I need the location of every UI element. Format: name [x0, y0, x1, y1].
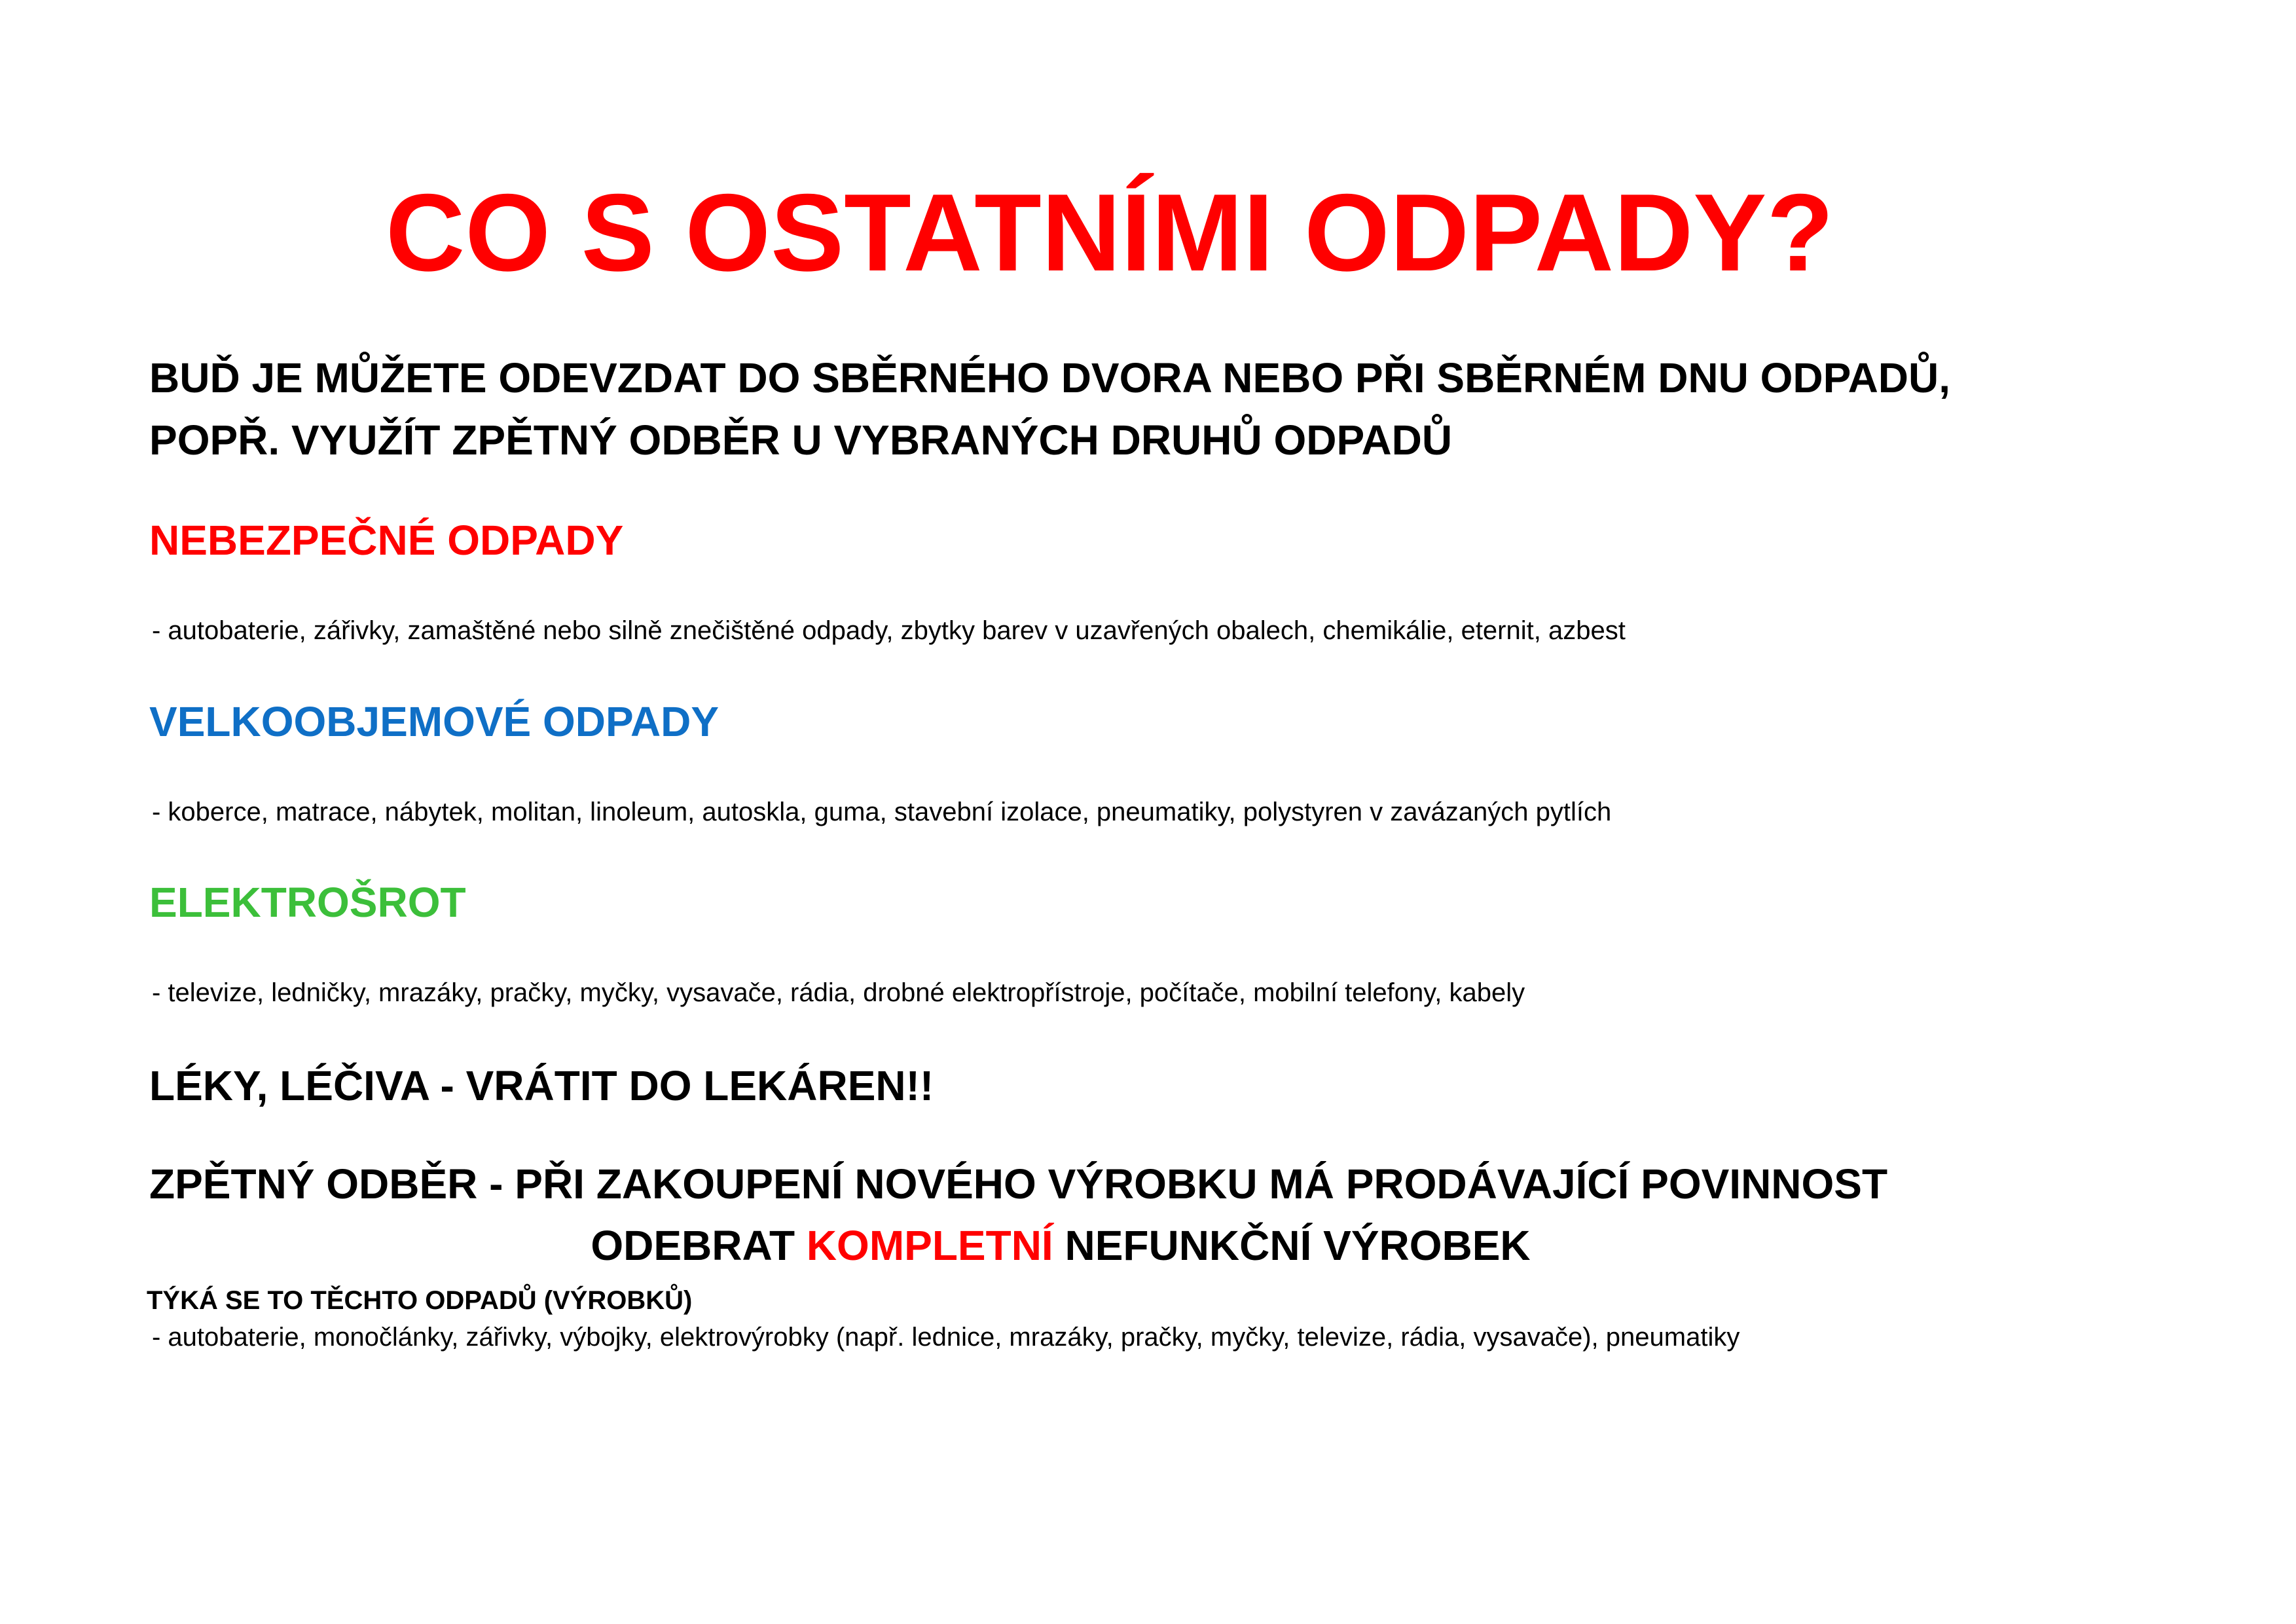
applies-heading: TÝKÁ SE TO TĚCHTO ODPADŮ (VÝROBKŮ)	[147, 1286, 693, 1315]
take-back-accent-word: KOMPLETNÍ	[806, 1222, 1053, 1269]
take-back-line-2	[0, 1219, 2121, 1272]
page-title: CO S OSTATNÍMI ODPADY?	[386, 171, 1834, 294]
category-heading-electronic: ELEKTROŠROT	[149, 879, 466, 926]
category-heading-hazardous: NEBEZPEČNÉ ODPADY	[149, 517, 624, 564]
take-back-line-2-start: ODEBRAT	[591, 1222, 807, 1269]
applies-items: - autobaterie, monočlánky, zářivky, výbojky, elektrovýrobky (např. lednice, mrazáky, pračky, myčky, televize, rádia, vysavače), pneumatiky	[152, 1323, 1740, 1352]
take-back-line-1: ZPĚTNÝ ODBĚR - PŘI ZAKOUPENÍ NOVÉHO VÝROBKU MÁ PRODÁVAJÍCÍ POVINNOST	[149, 1160, 1888, 1208]
category-items-hazardous: - autobaterie, zářivky, zamaštěné nebo silně znečištěné odpady, zbytky barev v uzavřených obalech, chemikálie, eternit, azbest	[152, 616, 1626, 645]
intro-line-1: BUĎ JE MŮŽETE ODEVZDAT DO SBĚRNÉHO DVORA NEBO PŘI SBĚRNÉM DNU ODPADŮ,	[149, 354, 1950, 401]
intro-line-2: POPŘ. VYUŽÍT ZPĚTNÝ ODBĚR U VYBRANÝCH DRUHŮ ODPADŮ	[149, 416, 1453, 464]
intro-text	[149, 347, 2179, 471]
category-items-electronic: - televize, ledničky, mrazáky, pračky, myčky, vysavače, rádia, drobné elektropřístroje, počítače, mobilní telefony, kabely	[152, 978, 1525, 1007]
category-heading-bulky: VELKOOBJEMOVÉ ODPADY	[149, 698, 720, 745]
medicines-notice: LÉKY, LÉČIVA - VRÁTIT DO LEKÁREN!!	[149, 1062, 934, 1109]
take-back-line-2-end: NEFUNKČNÍ VÝROBEK	[1053, 1222, 1531, 1269]
category-items-bulky: - koberce, matrace, nábytek, molitan, linoleum, autoskla, guma, stavební izolace, pneumatiky, polystyren v zavázaných pytlích	[152, 798, 1612, 826]
